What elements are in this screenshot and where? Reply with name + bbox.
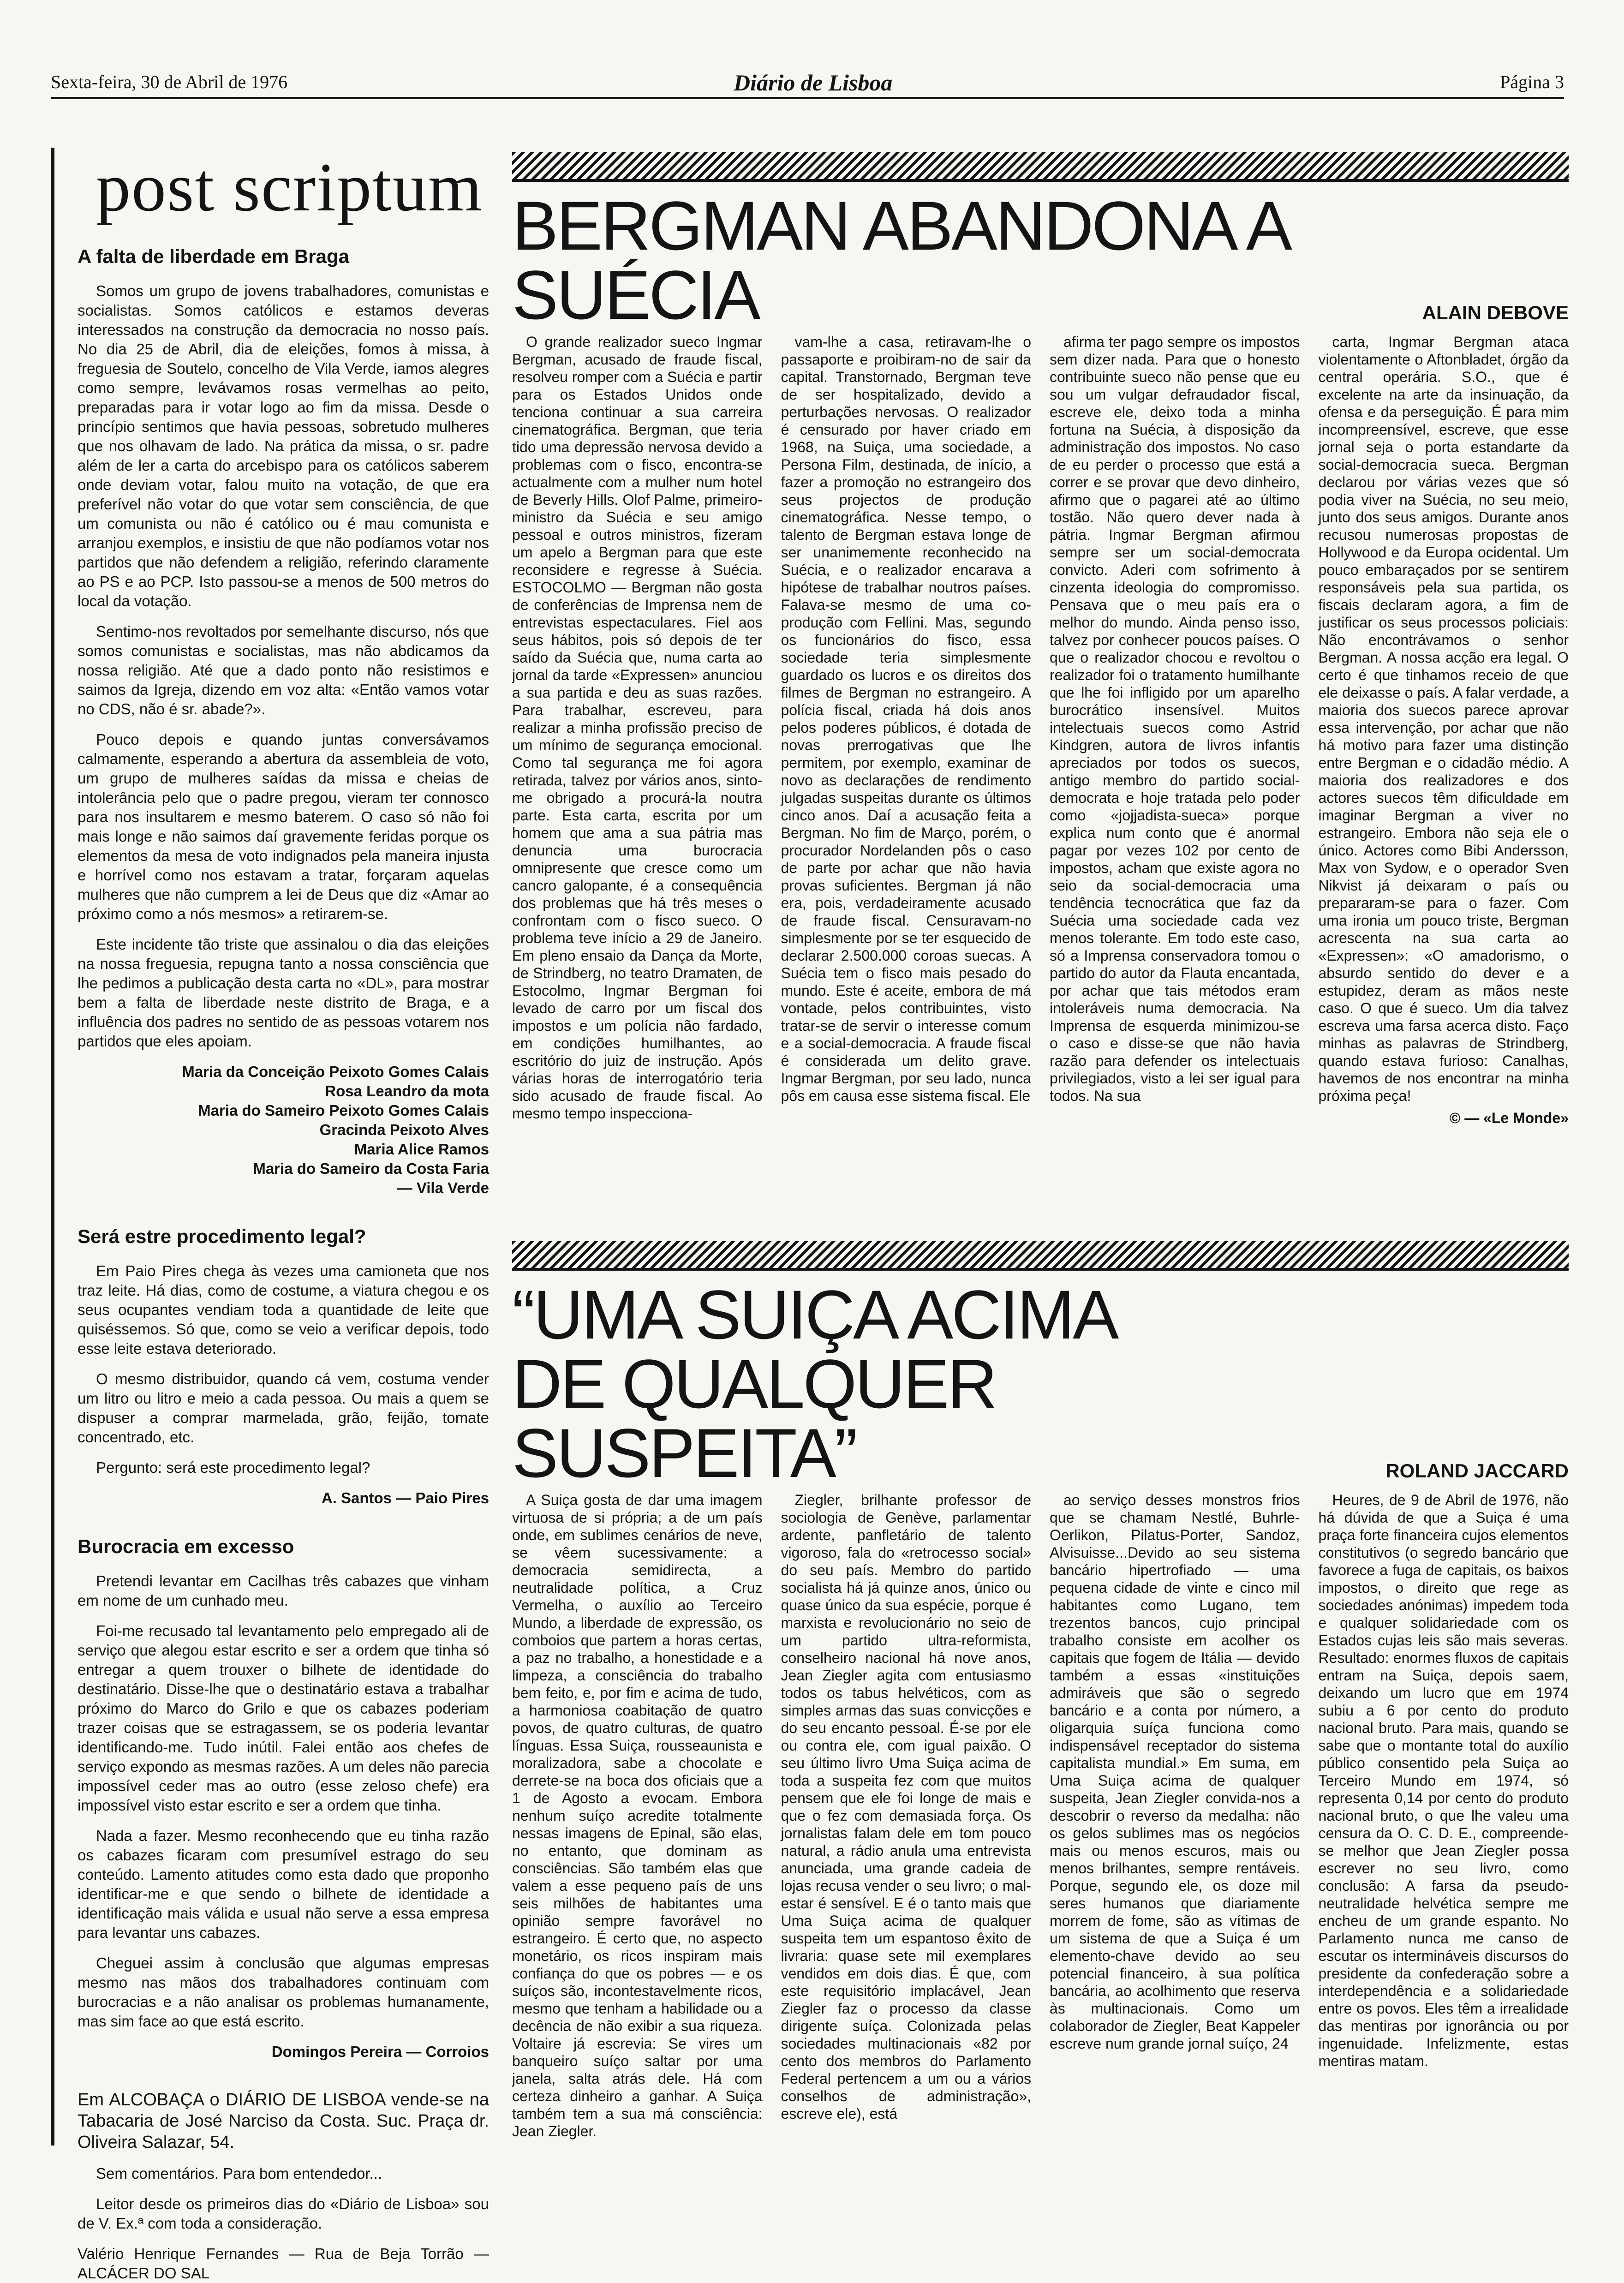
letter-signature: — Vila Verde: [397, 1179, 489, 1196]
letter-heading: Será estre procedimento legal?: [78, 1225, 366, 1247]
column-text: A Suiça gosta de dar uma imagem virtuosa de si própria; a de um país onde, em sublimes cenários de neve, se vêem sucessivamente: a democracia semidirecta, a neutralidade política, a Cruz Vermelha, o auxílio ao Terceiro Mundo, a liberdade de expressão, os comboios que partem a horas certas, a paz no trabalho, a honestidade e a limpeza, a consciência do trabalho bem feito, e, por fim e acima de tudo, a harmoniosa coabitação de quatro povos, de quatro culturas, de quatro línguas. Essa Suiça, rousseaunista e moralizadora, sabe a chocolate e derrete-se na boca dos oficiais que a 1 de Agosto a evocam. Embora nenhum suíço acredite totalmente nessas imagens de Epinal, são elas, no entanto, que dominam as consciências. São também elas que valem a esse pequeno país de uns seis milhões de habitantes uma opinião sempre favorável no estrangeiro. É certo que, no aspecto monetário, os ricos inspiram mais confiança do que os pobres — e os suíços são, incontestavelmente ricos, mesmo que tenham a habilidade ou a decência de não exibir a sua riqueza. Voltaire já escrevia: Se vires um banqueiro suíço saltar por uma janela, salta atrás dele. Há com certeza dinheiro a ganhar. A Suiça também tem a sua má consciência: Jean Ziegler.: [512, 1492, 763, 2140]
letter-signature: Maria da Conceição Peixoto Gomes Calais: [182, 1063, 489, 1080]
text-column: [1319, 1491, 1569, 2239]
article-headline: BERGMAN ABANDONA A SUÉCIA: [512, 187, 1287, 334]
text-column: [1050, 1491, 1300, 2239]
column-text: carta, Ingmar Bergman ataca violentamente o Aftonbladet, órgão da central operária. S.O., que é excelente na arte da insinuação, da ofensa e da perseguição. É para mim incompreensível, escreve, que esse jornal seja o porta estandarte da social-democracia sueca. Bergman declarou por várias vezes que só podia viver na Suécia, no seu meio, junto dos seus amigos. Durante anos recusou numerosas propostas de Hollywood e da Europa ocidental. Um pouco embaraçados por se sentirem responsáveis pela sua partida, os fiscais declaram agora, a fim de justificar os seus processos policiais: Não encontrávamos o senhor Bergman. A nossa acção era legal. O certo é que tinhamos receio de que ele deixasse o país. A falar verdade, a maioria dos suecos parece aprovar essa intervenção, por achar que não há motivo para fazer uma distinção entre Bergman e o cidadão médio. A maioria dos realizadores e dos actores suecos têm dificuldade em imaginar Bergman a viver no estrangeiro. Embora não seja ele o único. Actores como Bibi Andersson, Max von Sydow, e o operador Sven Nikvist já deixaram o país ou prepararam-se para o fazer. Com uma ironia um pouco triste, Bergman acrescenta na sua carta ao «Expressen»: «O amadorismo, o absurdo sentido do dever e a estupidez, deram as mãos neste caso. O que é sueco. Um dia talvez escreva uma farsa acerca disto. Faço minhas as palavras de Strindberg, quando estava furioso: Canalhas, havemos de nos encontrar na minha próxima peça!: [1318, 334, 1569, 1104]
text-column: [781, 333, 1032, 1136]
section-rule: [512, 1241, 1569, 1271]
letter-paragraph: Em Paio Pires chega às vezes uma camioneta que nos traz leite. Há dias, como de costume, a viatura chegou e os seus ocupantes vendiam toda a quantidade de leite que quiséssemos. Só que, como se veio a verificar depois, todo esse leite estava deteriorado.: [78, 1262, 489, 1357]
letter-paragraph: O mesmo distribuidor, quando cá vem, costuma vender um litro ou litro e meio a cada pessoa. Ou mais a quem se dispuser a comprar marmelada, grão, feijão, tomate concentrado, etc.: [78, 1370, 489, 1446]
letter-paragraph: Nada a fazer. Mesmo reconhecendo que eu tinha razão os cabazes ficaram com presumível estrago do seu conteúdo. Lamento atitudes como esta dado que proponho identificar-me e que sendo o bilhete de identidade a identificação mais válida e usual não serve a essa empresa para levantar uns cabazes.: [78, 1827, 489, 1941]
text-column: [781, 1491, 1032, 2239]
text-column: [512, 1491, 763, 2239]
column-text: vam-lhe a casa, retiravam-lhe o passaporte e proibiram-no de sair da capital. Transtornado, Bergman teve de ser hospitalizado, devido a perturbações nervosas. O realizador é censurado por haver criado em 1968, na Suiça, uma sociedade, a Persona Film, destinada, de início, a fazer a promoção no estrangeiro dos seus projectos de produção cinematográfica. Nesse tempo, o talento de Bergman estava longe de ser unanimemente reconhecido na Suécia, e o realizador encarava a hipótese de trabalhar noutros países. Falava-se mesmo de uma co-produção com Fellini. Mas, segundo os funcionários do fisco, essa sociedade teria simplesmente guardado os lucros e os direitos dos filmes de Bergman no estrangeiro. A polícia fiscal, criada há dois anos pelos poderes públicos, é dotada de novas prerrogativas que lhe permitem, por exemplo, examinar de novo as declarações de rendimento julgadas suspeitas durante os últimos cinco anos. Daí a acusação feita a Bergman. No fim de Março, porém, o procurador Nordelanden pôs o caso de parte por achar que não havia provas suficientes. Bergman já não era, pois, verdadeiramente acusado de fraude fiscal. Censuravam-no simplesmente por se ter esquecido de declarar 2.500.000 coroas suecas. A Suécia tem o fisco mais pesado do mundo. Este é aceite, embora de má vontade, pelos contribuintes, visto tratar-se de servir o interesse comum e a social-democracia. A fraude fiscal é considerada um delito grave. Ingmar Bergman, por seu lado, nunca pôs em causa esse sistema fiscal. Ele: [781, 334, 1031, 1104]
letter-signature: Gracinda Peixoto Alves: [319, 1121, 489, 1138]
spacer: [78, 1198, 489, 1225]
article-credit: © — «Le Monde»: [1449, 1110, 1569, 1126]
letter-signature: Rosa Leandro da mota: [325, 1082, 489, 1100]
letter-paragraph: Somos um grupo de jovens trabalhadores, comunistas e socialistas. Somos católicos e estamos deveras interessados na construção da democracia no nosso país. No dia 25 de Abril, dia de eleições, fomos à missa, à freguesia de Soutelo, concelho de Vila Verde, iamos alegres como sempre, levávamos rosas vermelhas ao peito, preparadas para ir votar logo ao fim da missa. Desde o princípio sentimos que havia pessoas, sobretudo mulheres que nos olhavam de lado. Na prática da missa, o sr. padre além de ler a carta do arcebispo para os católicos saberem onde deviam votar, falou muito na votação, de que era preferível não votar do que votar sem consciência, de que um comunista ou não é católico ou é mau comunista e arranjou exemplos, e insistiu de que não podíamos votar nos partidos que não defendem a religião, referindo claramente ao PS e ao PCP. Isto passou-se a menos de 500 metros do local da votação.: [78, 282, 489, 610]
suica-article: [512, 1241, 1569, 2239]
article-body: [512, 333, 1569, 1136]
column-title: post scriptum: [96, 149, 483, 226]
column-text: O grande realizador sueco Ingmar Bergman, acusado de fraude fiscal, resolveu romper com a Suécia e partir para os Estados Unidos onde tenciona continuar a sua carreira cinematográfica. Bergman, que teria tido uma depressão nervosa devido a problemas com o fisco, encontra-se actualmente com a mulher num hotel de Beverly Hills. Olof Palme, primeiro-ministro da Suécia e seu amigo pessoal e outros ministros, fizeram um apelo a Bergman para que este reconsidere e regresse à Suécia. ESTOCOLMO — Bergman não gosta de conferências de Imprensa nem de entrevistas espectaculares. Fiel aos seus hábitos, pois só depois de ter saído da Suécia que, numa carta ao jornal da tarde «Expressen» anunciou a sua partida e deu as suas razões. Para trabalhar, escreveu, para realizar a minha profissão preciso de um mínimo de segurança emocional. Como tal segurança me foi agora retirada, talvez por vários anos, sinto-me obrigado a procurá-la noutra parte. Esta carta, escrita por um homem que ama a sua pátria mas denuncia uma burocracia omnipresente que cresce como um cancro galopante, é a consequência dos problemas que há três meses o confrontam com o fisco sueco. O problema teve início a 29 de Janeiro. Em pleno ensaio da Dança da Morte, de Strindberg, no teatro Dramaten, de Estocolmo, Ingmar Bergman foi levado de carro por um fiscal dos impostos e um polícia não fardado, em condições humilhantes, ao escritório do juiz de instrução. Após várias horas de interrogatório teria sido acusado de fraude fiscal. Ao mesmo tempo inspecciona-: [512, 334, 763, 1122]
masthead: [51, 69, 1564, 99]
article-byline: ALAIN DEBOVE: [1422, 302, 1569, 323]
spacer: [78, 1508, 489, 1536]
article-body: [512, 1491, 1569, 2239]
letter-paragraph: Pergunto: será este procedimento legal?: [96, 1459, 370, 1476]
article-byline: ROLAND JACCARD: [1385, 1460, 1569, 1482]
letter-heading: Burocracia em excesso: [78, 1536, 294, 1557]
column-text: ao serviço desses monstros frios que se chamam Nestlé, Buhrle-Oerlikon, Pilatus-Porter, Sandoz, Alvisuisse...Devido ao seu sistema bancário hipertrofiado — uma pequena cidade de vinte e cinco mil habitantes como Lugano, tem trezentos bancos, cujo principal trabalho consiste em acolher os capitais que fogem de Itália — devido também a essas «instituições admiráveis que são o segredo bancário e a conta por número, a oligarquia suíça funciona como indispensável receptador do sistema capitalista mundial.» Em suma, em Uma Suiça acima de qualquer suspeita, Jean Ziegler convida-nos a descobrir o reverso da medalha: não os gelos sublimes mas os negócios mais ou menos escuros, mais ou menos brilhantes, sempre rentáveis. Porque, segundo ele, os doze mil seres humanos que diariamente morrem de fome, são as vítimas de um sistema de que a Suiça é um elemento-chave devido ao seu potencial financeiro, à sua política bancária, ao acolhimento que reserva às multinacionais. Como um colaborador de Ziegler, Beat Kappeler escreve num grande jornal suíço, 24: [1050, 1492, 1300, 2052]
text-column: [1050, 333, 1300, 1136]
column-text: Ziegler, brilhante professor de sociologia de Genève, parlamentar ardente, panfletário de talento vigoroso, fala do «retrocesso social» do seu país. Membro do partido socialista há já quinze anos, único ou quase único da sua espécie, porque é marxista e revolucionário no seio de um partido ultra-reformista, conselheiro nacional há nove anos, Jean Ziegler agita com entusiasmo todos os tabus helvéticos, com as simples armas das suas convicções e do seu encanto pessoal. É-se por ele ou contra ele, com igual paixão. O seu último livro Uma Suiça acima de toda a suspeita fez com que muitos pensem que ele foi longe de mais e que o fez com demasiada força. Os jornalistas falam dele em tom pouco natural, a rádio anula uma entrevista anunciada, uma grande cadeia de lojas recusa vender o seu livro; o mal-estar é sensível. E é o tanto mais que Uma Suiça acima de qualquer suspeita tem um espantoso êxito de livraria: quase sete mil exemplares vendidos em dois dias. É que, com este requisitório implacável, Jean Ziegler faz o processo da classe dirigente suíça. Colonizada pelas sociedades multinacionais «82 por cento dos membros do Parlamento Federal pertencem a um ou a vários conselhos de administração», escreve ele), está: [781, 1492, 1031, 2122]
spacer: [78, 2062, 489, 2089]
text-column: [1319, 333, 1569, 1136]
letter-signature: Maria Alice Ramos: [354, 1141, 489, 1158]
letter-paragraph: Pretendi levantar em Cacilhas três cabazes que vinham em nome de um cunhado meu.: [78, 1572, 489, 1609]
article-headline-line1: “UMA SUIÇA ACIMA: [512, 1276, 1117, 1353]
letter-paragraph: Sem comentários. Para bom entendedor...: [96, 2165, 382, 2182]
letter-paragraph: Pouco depois e quando juntas conversávamos calmamente, esperando a abertura da assembleia de voto, um grupo de mulheres saídas da missa e cheias de intolerância pelo que o padre pregou, vieram ter connosco para nos insultarem e mesmo baterem. O caso só não foi mais longe e não saimos daí gravemente feridas porque os elementos da mesa de voto indignados pela maneira injusta e horrível como nos estavam a tratar, forçaram aquelas mulheres que não cumprem a lei de Deus que diz «Amar ao próximo como a nós mesmos» a retirarem-se.: [78, 731, 489, 922]
page-number: Página 3: [1500, 72, 1564, 92]
column-text: afirma ter pago sempre os impostos sem dizer nada. Para que o honesto contribuinte sueco não pense que eu sou um vulgar defraudador fiscal, escreve ele, deixo toda a minha fortuna na Suécia, à disposição da administração dos impostos. No caso de eu perder o processo que está a correr e se provar que devo dinheiro, afirmo que o pagarei até ao último tostão. Não quero dever nada à pátria. Ingmar Bergman afirmou sempre ser um social-democrata convicto. Aderi com sofrimento à cinzenta ideologia do compromisso. Pensava que o meu país era o melhor do mundo. Ainda penso isso, talvez por conhecer poucos países. O que o realizador chocou e revoltou o realizador foi o tratamento humilhante que lhe foi infligido por um aparelho burocrático insensível. Muitos intelectuais suecos como Astrid Kindgren, autora de livros infantis apreciados por todos os suecos, antigo membro do partido social-democrata e hoje tratada pelo poder como «jojjadista-sueca» porque explica num conto que é anormal pagar por vezes 102 por cento de impostos, acham que existe agora no seio da social-democracia uma tendência tecnocrática que faz da Suécia uma sociedade cada vez menos tolerante. Em todo este caso, só a Imprensa conservadora tomou o partido do autor da Flauta encantada, por achar que tais métodos eram intoleráveis numa democracia. Na Imprensa de esquerda minimizou-se o caso e disse-se que não havia razão para defender os intelectuais privilegiados, visto a lei ser igual para todos. Na sua: [1050, 334, 1300, 1104]
column-text: Heures, de 9 de Abril de 1976, não há dúvida de que a Suiça é uma praça forte financeira cujos elementos constitutivos (o segredo bancário que favorece a fuga de capitais, os baixos impostos, o direito que rege as sociedades anónimas) impedem toda e qualquer solidariedade com os Estados cujas leis são mais severas. Resultado: enormes fluxos de capitais entram na Suiça, depois saem, deixando um lucro que em 1974 subiu a 6 por cento do produto nacional bruto. Para mais, quando se sabe que o montante total do auxílio público consentido pela Suiça ao Terceiro Mundo em 1974, só representa 0,14 por cento do produto nacional bruto, o que lhe valeu uma censura da O. C. D. E., compreende-se melhor que Jean Ziegler possa escrever no seu livro, como conclusão: A farsa da pseudo-neutralidade helvética sempre me encheu de um grande espanto. No Parlamento nunca me canso de escutar os intermináveis discursos do presidente da confederação sobre a interdependência e a solidariedade entre os povos. Eles têm a irrealidade das mentiras por ignorância ou por ingenuidade. Infelizmente, estas mentiras matam.: [1318, 1492, 1569, 2069]
letter-signature: Maria do Sameiro Peixoto Gomes Calais: [198, 1102, 489, 1119]
bergman-article: [512, 152, 1569, 1136]
issue-date: Sexta-feira, 30 de Abril de 1976: [51, 72, 288, 92]
letter-signature: A. Santos — Paio Pires: [321, 1489, 489, 1506]
newspaper-title: Diário de Lisboa: [734, 70, 893, 96]
letter-paragraph: Foi-me recusado tal levantamento pelo empregado ali de serviço que alegou estar escrito e ser a ordem que tinha só entregar a quem trouxer o bilhete de identidade do destinatário. Disse-lhe que o destinatário estava a trabalhar próximo do Marco do Grilo e que os cabazes poderiam trazer coisas que se estragassem, se os poderia levantar identificando-me. Tudo inútil. Falei então aos chefes de serviço expondo as mesmas razões. A um deles não parecia impossível ceder mas ao outro (esse zeloso chefe) era impossível visto estar escrito e ser a ordem que tinha.: [78, 1622, 489, 1814]
letter-signature: Valério Henrique Fernandes — Rua de Beja Torrão — ALCÁCER DO SAL: [78, 2245, 489, 2282]
letter-paragraph: Este incidente tão triste que assinalou o dia das eleições na nossa freguesia, repugna tanto a nossa consciência que lhe pedimos a publicação desta carta no «DL», para mostrar bem a falta de liberdade neste distrito de Braga, e a influência dos padres no sentido de as pessoas votarem nos partidos que eles apoiam.: [78, 936, 489, 1050]
letter-paragraph: Leitor desde os primeiros dias do «Diário de Lisboa» sou de V. Ex.ª com toda a consideração.: [78, 2195, 489, 2232]
letter-paragraph: Em ALCOBAÇA o DIÁRIO DE LISBOA vende-se na Tabacaria de José Narciso da Costa. Suc. Praça dr. Oliveira Salazar, 54.: [78, 2090, 489, 2152]
letter-heading: A falta de liberdade em Braga: [78, 245, 349, 267]
post-scriptum-column: [51, 148, 489, 2282]
text-column: [512, 333, 763, 1136]
letter-signature: Maria do Sameiro da Costa Faria: [253, 1160, 489, 1177]
section-rule: [512, 152, 1569, 182]
letter-signature: Domingos Pereira — Corroios: [271, 2043, 489, 2060]
letter-paragraph: Cheguei assim à conclusão que algumas empresas mesmo nas mãos dos trabalhadores continuam com burocracias e a não analisar os problemas humanamente, mas sim face ao que está escrito.: [78, 1954, 489, 2030]
article-headline-line2: DE QUALQUER SUSPEITA”: [512, 1345, 996, 1492]
letter-paragraph: Sentimo-nos revoltados por semelhante discurso, nós que somos comunistas e socialistas, mas não abdicamos da nossa religião. Até que a dado ponto não resistimos e saimos da Igreja, dizendo em voz alta: «Então vamos votar no CDS, não é sr. abade?».: [78, 623, 489, 717]
